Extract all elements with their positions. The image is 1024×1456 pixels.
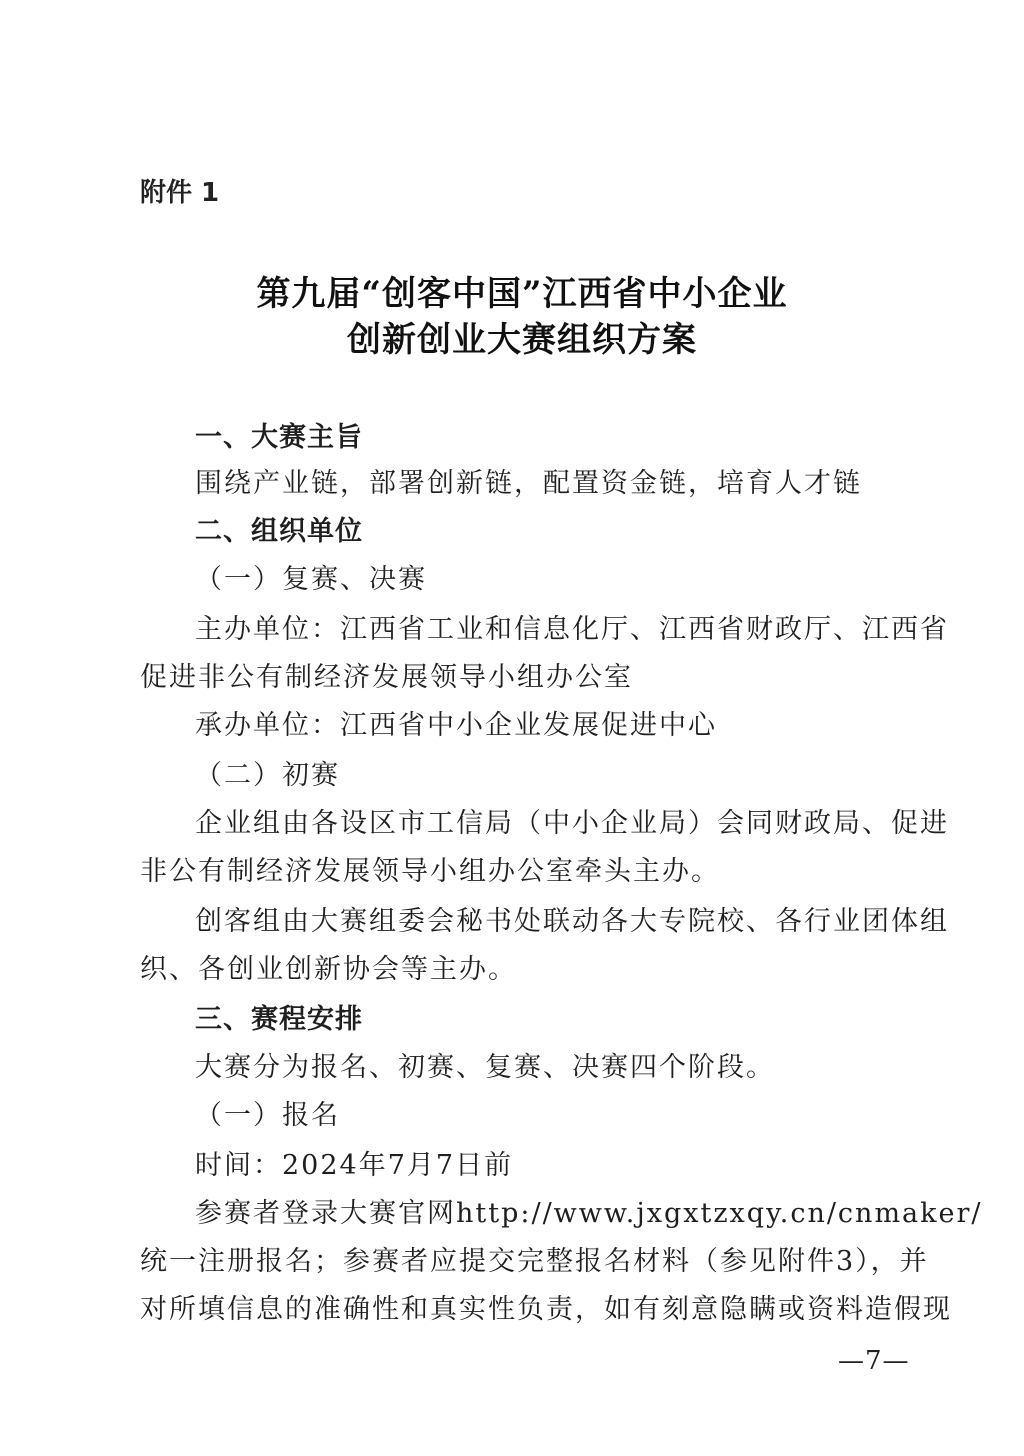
attachment-label: 附件 1 — [140, 178, 220, 208]
section-2-organizer: 承办单位：江西省中小企业发展促进中心 — [195, 710, 717, 741]
section-2-heading: 二、组织单位 — [195, 516, 363, 547]
section-2-enterprise-line-2: 非公有制经济发展领导小组办公室牵头主办。 — [140, 856, 720, 887]
section-3-registration-line-2: 统一注册报名；参赛者应提交完整报名材料（参见附件3），并 — [140, 1246, 929, 1277]
document-title-line-1: 第九届“创客中国”江西省中小企业 — [256, 274, 788, 314]
section-3-text: 大赛分为报名、初赛、复赛、决赛四个阶段。 — [195, 1052, 775, 1083]
section-2-host-line-2: 促进非公有制经济发展领导小组办公室 — [140, 662, 633, 693]
section-1-heading: 一、大赛主旨 — [195, 422, 363, 453]
section-2-enterprise-line-1: 企业组由各设区市工信局（中小企业局）会同财政局、促进 — [195, 808, 949, 839]
section-2-maker-line-1: 创客组由大赛组委会秘书处联动各大专院校、各行业团体组 — [195, 906, 949, 937]
section-3-time: 时间：2024年7月7日前 — [195, 1150, 514, 1181]
section-2-sub-1: （一）复赛、决赛 — [195, 564, 427, 595]
section-1-text: 围绕产业链，部署创新链，配置资金链，培育人才链 — [195, 468, 862, 499]
section-3-heading: 三、赛程安排 — [195, 1004, 363, 1035]
section-3-registration-line-1: 参赛者登录大赛官网http://www.jxgxtzxqy.cn/cnmaker/ — [195, 1198, 983, 1229]
section-2-host-line-1: 主办单位：江西省工业和信息化厅、江西省财政厅、江西省 — [195, 614, 949, 645]
document-title-line-2: 创新创业大赛组织方案 — [347, 320, 697, 360]
page-number: —7— — [838, 1346, 910, 1376]
section-3-registration-line-3: 对所填信息的准确性和真实性负责，如有刻意隐瞒或资料造假现 — [140, 1294, 952, 1325]
section-2-sub-2: （二）初赛 — [195, 760, 340, 791]
section-3-sub-1: （一）报名 — [195, 1100, 340, 1131]
section-2-maker-line-2: 织、各创业创新协会等主办。 — [140, 954, 517, 985]
